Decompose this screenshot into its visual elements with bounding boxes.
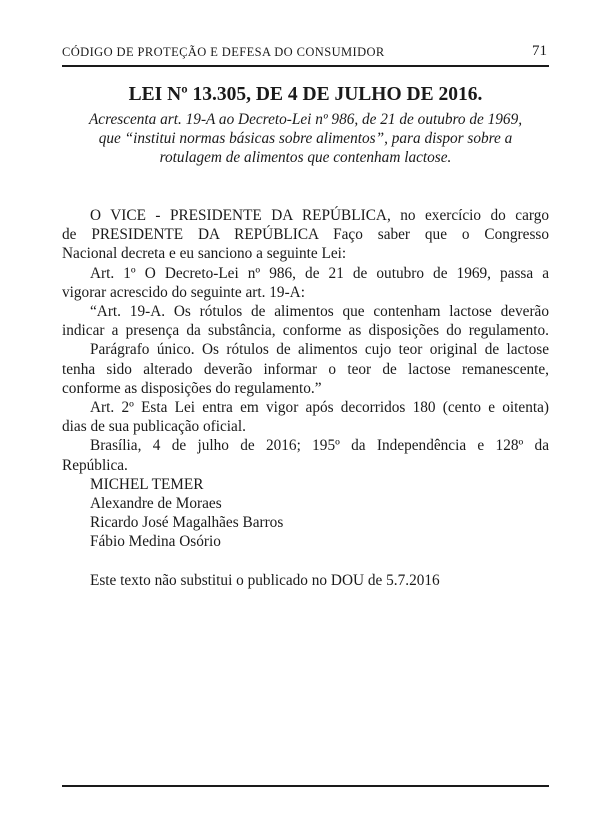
article-19a-paragraph bbox=[62, 302, 549, 340]
text-line: Parágrafo único. Os rótulos de alimentos cujo teor original de lactose bbox=[90, 341, 549, 359]
header-title: CÓDIGO DE PROTEÇÃO E DEFESA DO CONSUMIDOR bbox=[62, 45, 385, 59]
text-line: República. bbox=[62, 456, 128, 474]
text-line: indicar a presença da substância, conforme as disposições do regulamento. bbox=[62, 322, 549, 340]
footer-divider bbox=[62, 785, 549, 787]
text-line: O VICE - PRESIDENTE DA REPÚBLICA, no exercício do cargo bbox=[90, 207, 549, 224]
signatory-name: Ricardo José Magalhães Barros bbox=[90, 514, 284, 532]
signatory-name: Alexandre de Moraes bbox=[90, 495, 222, 513]
signatories bbox=[62, 475, 549, 552]
text-line: Nacional decreta e eu sanciono a seguinte Lei: bbox=[62, 245, 347, 263]
text-line: de PRESIDENTE DA REPÚBLICA Faço saber que o Congresso bbox=[62, 226, 549, 244]
header-divider bbox=[62, 65, 549, 67]
publication-note: Este texto não substitui o publicado no DOU de 5.7.2016 bbox=[90, 571, 440, 589]
signatory-name: MICHEL TEMER bbox=[90, 475, 204, 493]
page-number: 71 bbox=[532, 43, 547, 59]
summary-line: rotulagem de alimentos que contenham lactose. bbox=[159, 149, 452, 166]
text-line: “Art. 19-A. Os rótulos de alimentos que contenham lactose deverão bbox=[90, 303, 549, 321]
text-line: Brasília, 4 de julho de 2016; 195º da Independência e 128º da bbox=[90, 437, 549, 455]
signatory-name: Fábio Medina Osório bbox=[90, 533, 221, 551]
sole-paragraph bbox=[62, 340, 549, 398]
summary-line: Acrescenta art. 19-A ao Decreto-Lei nº 986, de 21 de outubro de 1969, bbox=[88, 111, 523, 128]
text-line: Art. 2º Esta Lei entra em vigor após decorridos 180 (cento e oitenta) bbox=[90, 399, 549, 417]
spacer bbox=[62, 552, 549, 571]
law-body bbox=[62, 206, 549, 590]
summary-line: que “institui normas básicas sobre alimentos”, para dispor sobre a bbox=[98, 130, 513, 147]
preamble-paragraph bbox=[62, 206, 549, 264]
running-header bbox=[62, 43, 549, 63]
text-line: vigorar acrescido do seguinte art. 19-A: bbox=[62, 283, 305, 301]
text-line: Art. 1º O Decreto-Lei nº 986, de 21 de outubro de 1969, passa a bbox=[90, 264, 549, 282]
text-line: dias de sua publicação oficial. bbox=[62, 418, 246, 436]
article-2-paragraph bbox=[62, 398, 549, 436]
date-paragraph bbox=[62, 436, 549, 474]
text-line: tenha sido alterado deverão informar o teor de lactose remanescente, bbox=[62, 360, 549, 378]
law-title: LEI Nº 13.305, DE 4 DE JULHO DE 2016. bbox=[128, 84, 483, 105]
text-line: conforme as disposições do regulamento.” bbox=[62, 379, 322, 397]
article-1-paragraph bbox=[62, 264, 549, 302]
law-summary bbox=[62, 110, 549, 167]
